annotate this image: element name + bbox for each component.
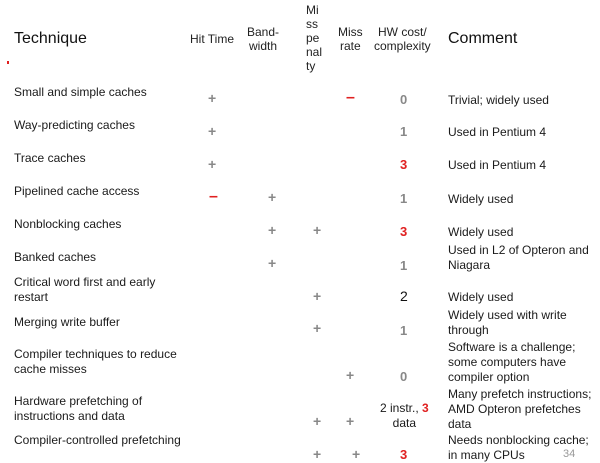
hw-cost-line1	[380, 401, 429, 416]
technique-cell: Merging write buffer	[14, 315, 120, 329]
header-bandwidth-line1: Band-	[247, 25, 280, 39]
hit-time-plus: +	[208, 123, 217, 139]
bandwidth-plus: +	[268, 189, 277, 205]
hit-time-minus: –	[209, 188, 218, 205]
hw-cost-value: 1	[400, 191, 408, 206]
header-bandwidth-line2: width	[249, 39, 278, 53]
header-hw-cost	[374, 25, 431, 53]
bandwidth-plus: +	[268, 222, 277, 238]
header-miss-rate-2: rate	[339, 39, 361, 53]
comment-cell: Many prefetch instructions; AMD Opteron prefetches data	[448, 387, 592, 431]
hw-cost-value: 1	[400, 323, 408, 338]
technique-cell: Small and simple caches	[14, 85, 147, 99]
comment-cell: Widely used	[448, 192, 514, 206]
comment-cell: Used in Pentium 4	[448, 125, 547, 139]
header-miss-rate-1: Miss	[338, 25, 363, 39]
header-miss-penalty-2: ss	[306, 17, 318, 31]
header-hw-cost-2: complexity	[374, 39, 431, 53]
miss-penalty-plus: +	[313, 446, 322, 462]
hw-cost-value: 3	[400, 157, 408, 172]
hw-cost-red: 3	[422, 401, 429, 415]
technique-cell: Way-predicting caches	[14, 118, 135, 132]
technique-cell: Banked caches	[14, 250, 97, 264]
header-miss-penalty	[306, 3, 322, 73]
header-miss-penalty-3: pe	[306, 31, 320, 45]
comment-cell: Widely used with write through	[448, 308, 567, 337]
header-miss-penalty-5: ty	[306, 59, 316, 73]
hw-cost-value: 1	[400, 124, 408, 139]
header-bandwidth	[247, 25, 279, 53]
hw-cost-value: 3	[400, 447, 408, 462]
hw-cost-value: 0	[400, 369, 408, 384]
comment-cell: Software is a challenge; some computers have compiler option	[448, 340, 576, 384]
technique-cell: Compiler-controlled prefetching	[14, 433, 181, 447]
header-comment: Comment	[448, 30, 518, 47]
hw-cost-mixed	[380, 401, 429, 431]
comment-cell: Used in L2 of Opteron and Niagara	[448, 243, 589, 272]
miss-rate-minus: –	[346, 89, 355, 106]
page-number: 34	[563, 448, 576, 460]
technique-cell: Hardware prefetching of instructions and data	[14, 394, 143, 423]
comment-cell: Trivial; widely used	[448, 93, 549, 107]
hw-cost-value: 0	[400, 92, 408, 107]
bandwidth-plus: +	[268, 255, 277, 271]
hit-time-plus: +	[208, 90, 217, 106]
comment-cell: Needs nonblocking cache; in many CPUs	[448, 433, 589, 462]
technique-cell: Trace caches	[14, 151, 86, 165]
comment-cell: Used in Pentium 4	[448, 158, 547, 172]
technique-cell: Compiler techniques to reduce cache misses	[14, 347, 177, 376]
miss-rate-plus: +	[346, 413, 355, 429]
technique-cell: Nonblocking caches	[14, 217, 122, 231]
header-hit-time: Hit Time	[190, 32, 235, 46]
hit-time-plus: +	[208, 156, 217, 172]
miss-rate-plus: +	[352, 446, 361, 462]
header-technique: Technique	[14, 30, 87, 47]
miss-penalty-plus: +	[313, 222, 322, 238]
hw-cost-value: 1	[400, 258, 408, 273]
miss-rate-plus: +	[346, 367, 355, 383]
hw-cost-value: 3	[400, 224, 408, 239]
comment-cell: Widely used	[448, 290, 514, 304]
hw-cost-prefix: 2 instr.,	[380, 401, 423, 415]
hw-cost-line2: data	[392, 416, 417, 430]
hw-cost-value: 2	[400, 288, 408, 304]
technique-cell: Critical word first and early restart	[14, 275, 156, 304]
miss-penalty-plus: +	[313, 288, 322, 304]
header-miss-rate	[338, 25, 363, 53]
miss-penalty-plus: +	[313, 413, 322, 429]
header-miss-penalty-1: Mi	[306, 3, 319, 17]
miss-penalty-plus: +	[313, 320, 322, 336]
comment-cell: Widely used	[448, 225, 514, 239]
header-miss-penalty-4: nal	[306, 45, 323, 59]
red-mark	[7, 61, 9, 64]
header-hw-cost-1: HW cost/	[378, 25, 427, 39]
technique-cell: Pipelined cache access	[14, 184, 140, 198]
